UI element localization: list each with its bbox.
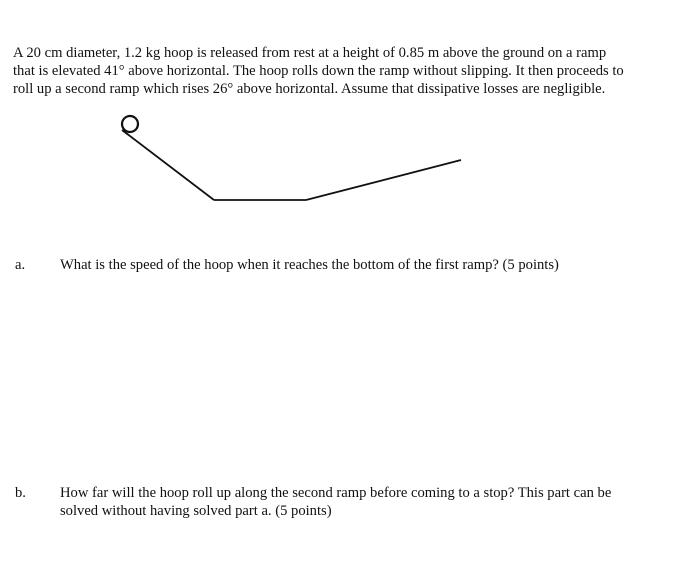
problem-line: A 20 cm diameter, 1.2 kg hoop is released from rest at a height of 0.85 m above the ground on a ramp — [13, 45, 607, 61]
part-a-line: What is the speed of the hoop when it reaches the bottom of the first ramp? (5 points) — [60, 257, 559, 273]
part-b-line: solved without having solved part a. (5 points) — [60, 503, 332, 519]
part-b-question — [60, 484, 680, 520]
part-a-question — [60, 256, 680, 274]
problem-line: that is elevated 41° above horizontal. The hoop rolls down the ramp without slipping. It then proceeds to — [13, 63, 624, 79]
part-b-line: How far will the hoop roll up along the second ramp before coming to a stop? This part can be — [60, 485, 612, 501]
problem-line: roll up a second ramp which rises 26° above horizontal. Assume that dissipative losses are negligible. — [13, 81, 606, 97]
part-a-label: a. — [15, 257, 26, 273]
part-b-label: b. — [15, 485, 26, 501]
hoop-icon — [122, 116, 138, 132]
second-ramp — [306, 160, 461, 200]
first-ramp — [122, 130, 214, 200]
